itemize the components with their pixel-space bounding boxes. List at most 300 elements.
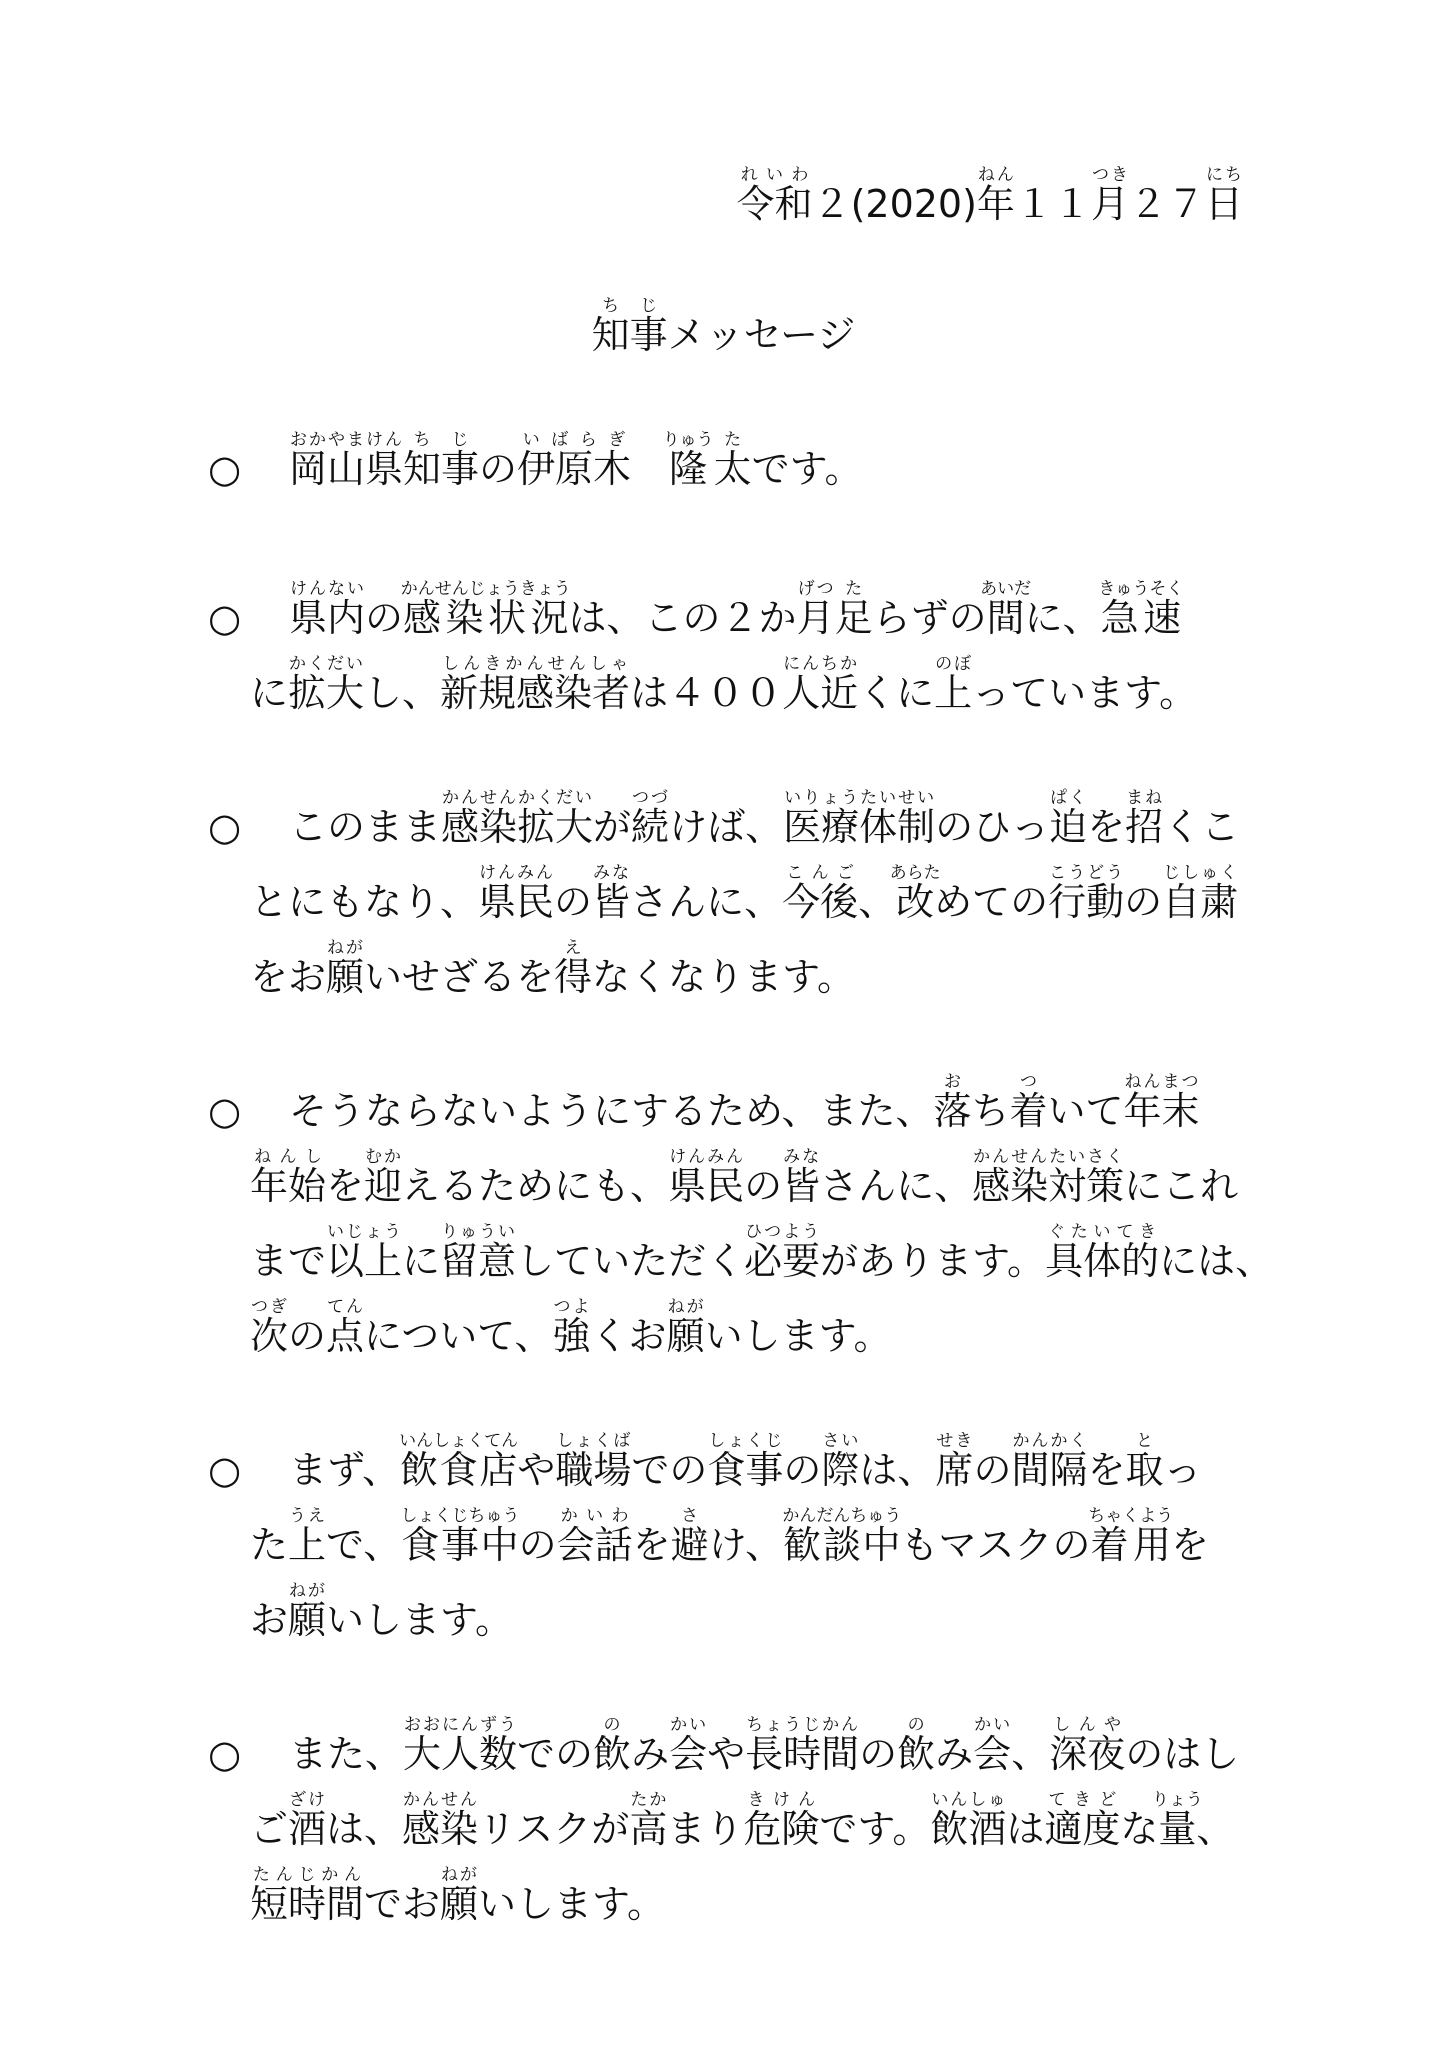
furigana-reading: きゅうそく [1098, 579, 1184, 599]
ruby-base-text: 危険 [743, 1807, 820, 1851]
text-run: ご [250, 1807, 289, 1851]
text-run: です。 [751, 447, 863, 491]
ruby-word [1009, 1072, 1048, 1133]
furigana-reading: いんしゅ [930, 1790, 1007, 1810]
furigana-reading: つ [1009, 1072, 1048, 1092]
message-body [0, 425, 1447, 1994]
text-run: け、 [708, 1523, 784, 1567]
text-run: に、 [1024, 596, 1101, 640]
ruby-word [400, 579, 571, 640]
furigana-reading: ねんまつ [1123, 1072, 1200, 1092]
text-run: を [632, 1523, 671, 1567]
bullet-circle-icon: ○ [208, 1089, 242, 1133]
text-run: の [479, 447, 518, 491]
ruby-base-text: 願 [666, 1314, 705, 1358]
text-run: が [593, 805, 632, 849]
ruby-word [980, 579, 1032, 640]
furigana-reading: ちじ [591, 296, 668, 316]
furigana-reading: ねが [326, 938, 365, 958]
ruby-base-text: 行動 [1048, 880, 1125, 924]
bullet-circle-icon: ○ [208, 805, 242, 849]
text-run: に [402, 1239, 441, 1283]
ruby-word [782, 1506, 902, 1567]
furigana-reading: てん [326, 1297, 365, 1317]
ruby-word [782, 654, 859, 715]
ruby-word [796, 579, 835, 640]
ruby-word [629, 1790, 668, 1851]
furigana-reading: かんだんちゅう [782, 1506, 902, 1526]
paragraph-3 [0, 783, 1447, 1008]
text-run: の [288, 1314, 327, 1358]
ruby-word [403, 430, 480, 491]
furigana-reading: しょくじ [707, 1431, 784, 1451]
ruby-base-text: 感染拡大 [441, 805, 594, 849]
ruby-word [554, 938, 593, 999]
paragraph-line [0, 933, 1447, 1008]
ruby-base-text: 席 [935, 1448, 974, 1492]
ruby-word [933, 1072, 972, 1133]
ruby-base-text: 今後 [782, 880, 859, 924]
furigana-reading: てきど [1044, 1790, 1121, 1810]
text-run: いします。 [326, 1598, 513, 1642]
ruby-word [478, 863, 555, 924]
ruby-base-text: 着用 [1088, 1523, 1174, 1567]
ruby-base-text: 必要 [744, 1239, 821, 1283]
ruby-base-text: 落 [933, 1089, 972, 1133]
text-run: っています。 [972, 671, 1198, 715]
ruby-base-text: 知事 [591, 313, 668, 357]
ruby-base-text: 医療体制 [783, 805, 936, 849]
text-run: リスクが [478, 1807, 630, 1851]
ruby-word [1049, 1715, 1126, 1776]
ruby-word [1048, 863, 1125, 924]
paragraph-1 [0, 425, 1447, 500]
text-run: さんに、 [630, 880, 783, 924]
ruby-word [591, 296, 668, 357]
text-run: を [1171, 1523, 1210, 1567]
ruby-word [555, 1431, 632, 1492]
furigana-reading: いばらぎ [517, 430, 632, 450]
furigana-reading: さい [821, 1431, 860, 1451]
text-run: の [518, 1523, 557, 1567]
ruby-word [973, 1715, 1012, 1776]
paragraph-line [0, 1785, 1447, 1860]
ruby-word [441, 788, 594, 849]
ruby-word [1125, 1431, 1164, 1492]
furigana-reading: ねん [976, 165, 1015, 185]
text-run: を [326, 1164, 365, 1208]
ruby-base-text: 高 [629, 1807, 668, 1851]
ruby-word [976, 165, 1015, 226]
ruby-base-text: 得 [554, 955, 593, 999]
furigana-reading: じしゅく [1162, 863, 1239, 883]
furigana-reading: お [933, 1072, 972, 1092]
text-run: いせざるを [364, 955, 555, 999]
date-line [737, 160, 1243, 235]
ruby-base-text: 点 [326, 1314, 365, 1358]
ruby-word [736, 165, 813, 226]
furigana-reading: みな [782, 1147, 821, 1167]
ruby-base-text: 上 [288, 1523, 327, 1567]
text-run: み [631, 1732, 670, 1776]
ruby-word [1098, 579, 1184, 640]
furigana-reading: かんせん [402, 1790, 479, 1810]
ruby-base-text: 県内 [289, 596, 366, 640]
furigana-reading: た [713, 430, 752, 450]
furigana-reading: た [834, 579, 873, 599]
furigana-reading: かくだい [288, 654, 365, 674]
ruby-base-text: 願 [440, 1882, 479, 1926]
text-run: えるためにも、 [402, 1164, 669, 1208]
ruby-word [821, 1431, 860, 1492]
ruby-word [666, 1297, 705, 1358]
furigana-reading: いりょうたいせい [783, 788, 936, 808]
text-run: いします。 [704, 1314, 892, 1358]
ruby-base-text: 感染状況 [400, 596, 571, 640]
text-run: 、 [1011, 1732, 1050, 1776]
ruby-base-text: 年 [976, 182, 1015, 226]
furigana-reading: かい [973, 1715, 1012, 1735]
furigana-reading: のぼ [934, 654, 973, 674]
ruby-word [289, 430, 404, 491]
text-run: や [517, 1448, 556, 1492]
ruby-base-text: 会話 [556, 1523, 633, 1567]
text-run: の [783, 1448, 822, 1492]
ruby-base-text: 知事 [403, 447, 480, 491]
text-run: のひっ [935, 805, 1050, 849]
text-run: さんに、 [820, 1164, 973, 1208]
paragraph-line [0, 858, 1447, 933]
furigana-reading: ねが [288, 1581, 327, 1601]
paragraph-5 [0, 1426, 1447, 1651]
furigana-reading: つき [1090, 165, 1129, 185]
text-run: していただく [516, 1239, 745, 1283]
furigana-reading: かいわ [556, 1506, 633, 1526]
ruby-word [400, 1506, 520, 1567]
ruby-word [403, 1715, 518, 1776]
furigana-reading: みな [592, 863, 631, 883]
text-run: し、 [364, 671, 441, 715]
text-run: を [1087, 805, 1126, 849]
ruby-base-text: 年始 [250, 1164, 327, 1208]
text-run: いて [1047, 1089, 1124, 1133]
ruby-word [250, 1297, 289, 1358]
ruby-base-text: 日 [1204, 182, 1243, 226]
furigana-reading: りゅうい [440, 1222, 517, 1242]
ruby-word [1162, 863, 1239, 924]
ruby-base-text: 長時間 [745, 1732, 860, 1776]
text-run: をお [250, 955, 327, 999]
furigana-reading: ねが [440, 1865, 479, 1885]
bullet-circle-icon: ○ [208, 447, 242, 491]
ruby-word [402, 1790, 479, 1851]
ruby-word [326, 1222, 403, 1283]
ruby-word [440, 1865, 479, 1926]
text-run: いします。 [478, 1882, 666, 1926]
ruby-base-text: 招 [1125, 805, 1164, 849]
text-run: での [631, 1448, 708, 1492]
paragraph-line [0, 1576, 1447, 1651]
ruby-base-text: 次 [250, 1314, 289, 1358]
ruby-word [288, 1506, 327, 1567]
text-run: ち [971, 1089, 1010, 1133]
furigana-reading: しょくじちゅう [400, 1506, 520, 1526]
furigana-reading: つよ [552, 1297, 591, 1317]
furigana-reading: しんや [1049, 1715, 1126, 1735]
text-run: そうならないようにするため、また、 [289, 1089, 934, 1133]
text-run: を [1087, 1448, 1126, 1492]
text-run: の [554, 880, 593, 924]
text-run: とにもなり、 [250, 880, 479, 924]
furigana-reading: けんない [289, 579, 366, 599]
furigana-reading: いじょう [326, 1222, 403, 1242]
furigana-reading: れいわ [736, 165, 813, 185]
ruby-word [930, 1790, 1007, 1851]
ruby-base-text: 続 [631, 805, 670, 849]
ruby-word [744, 1222, 821, 1283]
ruby-base-text: 食事 [707, 1448, 784, 1492]
ruby-base-text: 願 [326, 955, 365, 999]
furigana-reading: ねんし [250, 1147, 326, 1167]
text-run: な [1120, 1807, 1159, 1851]
furigana-reading: かんかく [1011, 1431, 1088, 1451]
furigana-reading: ちゃくよう [1088, 1506, 1174, 1526]
text-run: らずの [872, 596, 987, 640]
furigana-reading: むか [364, 1147, 403, 1167]
ruby-base-text: 太 [713, 447, 752, 491]
furigana-reading: ひつよう [744, 1222, 821, 1242]
ruby-base-text: 拡大 [288, 671, 365, 715]
text-run: の [744, 1164, 783, 1208]
ruby-word [707, 1431, 784, 1492]
text-run: の [859, 1732, 898, 1776]
text-run: には、 [1159, 1239, 1274, 1283]
text-run: くお [590, 1314, 667, 1358]
ruby-word [1090, 165, 1129, 226]
ruby-base-text: 隆 [662, 447, 714, 491]
ruby-base-text: 飲 [897, 1732, 936, 1776]
ruby-base-text: 皆 [592, 880, 631, 924]
paragraph-4 [0, 1067, 1447, 1367]
ruby-word [250, 1147, 327, 1208]
furigana-reading: ねが [666, 1297, 705, 1317]
furigana-reading: まね [1125, 788, 1164, 808]
ruby-word [326, 938, 365, 999]
ruby-base-text: 飲酒 [930, 1807, 1007, 1851]
text-run: は４００ [630, 671, 783, 715]
text-run: ２(2020) [812, 182, 977, 226]
text-run: くに [858, 671, 935, 715]
ruby-word [1088, 1506, 1174, 1567]
ruby-word [631, 788, 670, 849]
furigana-reading: いんしょくてん [399, 1431, 519, 1451]
paragraph-line [0, 649, 1447, 724]
text-run: み [935, 1732, 974, 1776]
ruby-base-text: 間 [980, 596, 1032, 640]
ruby-word [713, 430, 752, 491]
ruby-base-text: 以上 [326, 1239, 403, 1283]
ruby-word [288, 1581, 327, 1642]
furigana-reading: けんみん [478, 863, 555, 883]
ruby-base-text: 県民 [478, 880, 555, 924]
ruby-base-text: 急速 [1098, 596, 1184, 640]
ruby-base-text: 上 [934, 671, 973, 715]
paragraph-line [0, 1142, 1447, 1217]
ruby-word [440, 654, 631, 715]
ruby-word [399, 1431, 519, 1492]
ruby-base-text: 留意 [440, 1239, 517, 1283]
ruby-word [1123, 1072, 1200, 1133]
ruby-base-text: 感染 [402, 1807, 479, 1851]
furigana-reading: ざけ [288, 1790, 327, 1810]
ruby-word [1125, 788, 1164, 849]
ruby-base-text: 会 [973, 1732, 1012, 1776]
ruby-base-text: 強 [552, 1314, 591, 1358]
furigana-reading: つぎ [250, 1297, 289, 1317]
text-run: まり [667, 1807, 744, 1851]
text-run: でお [364, 1882, 441, 1926]
furigana-reading: あいだ [980, 579, 1032, 599]
ruby-base-text: 食事中 [400, 1523, 520, 1567]
ruby-word [662, 430, 714, 491]
ruby-word [556, 1506, 633, 1567]
text-run: めての [934, 880, 1049, 924]
paragraph-6 [0, 1710, 1447, 1935]
text-run: た [250, 1523, 289, 1567]
text-run: ２７ [1128, 182, 1205, 226]
ruby-word [669, 1715, 708, 1776]
bullet-circle-icon: ○ [208, 596, 242, 640]
text-run: 、 [1196, 1807, 1235, 1851]
ruby-base-text: 会 [669, 1732, 708, 1776]
ruby-base-text: 具体的 [1045, 1239, 1160, 1283]
ruby-base-text: 着 [1009, 1089, 1048, 1133]
ruby-base-text: 大人数 [403, 1732, 518, 1776]
ruby-base-text: 新規感染者 [440, 671, 631, 715]
ruby-word [783, 788, 936, 849]
furigana-reading: りゅう [662, 430, 714, 450]
furigana-reading: ぐたいてき [1045, 1222, 1160, 1242]
text-run: お [250, 1598, 289, 1642]
text-run: や [707, 1732, 746, 1776]
paragraph-2 [0, 574, 1447, 724]
ruby-base-text: 歓談中 [782, 1523, 902, 1567]
ruby-word [1151, 1790, 1203, 1851]
ruby-word [288, 654, 365, 715]
furigana-reading: おかやまけん [289, 430, 404, 450]
ruby-word [782, 863, 859, 924]
ruby-word [745, 1715, 860, 1776]
text-run: は [1006, 1807, 1045, 1851]
text-run: このまま [289, 805, 442, 849]
furigana-reading: かんせんじょうきょう [400, 579, 571, 599]
furigana-reading: あらた [889, 863, 941, 883]
text-run: のはし [1125, 1732, 1240, 1776]
text-run: メッセージ [667, 313, 856, 357]
paragraph-line [0, 1217, 1447, 1292]
ruby-base-text: 飲食店 [399, 1448, 519, 1492]
furigana-reading: おおにんずう [403, 1715, 518, 1735]
furigana-reading: げつ [796, 579, 835, 599]
ruby-base-text: 人近 [782, 671, 859, 715]
ruby-base-text: 皆 [782, 1164, 821, 1208]
paragraph-line [0, 1860, 1447, 1935]
furigana-reading: こうどう [1048, 863, 1125, 883]
furigana-reading: かんせんたいさく [972, 1147, 1125, 1167]
text-run: は、この２か [568, 596, 797, 640]
text-run: は、 [859, 1448, 936, 1492]
text-run: に [250, 671, 289, 715]
text-run: の [1124, 880, 1163, 924]
ruby-base-text: 感染対策 [972, 1164, 1125, 1208]
ruby-base-text: 際 [821, 1448, 860, 1492]
ruby-base-text: 短時間 [250, 1882, 365, 1926]
ruby-base-text: 月 [796, 596, 835, 640]
text-run: で、 [326, 1523, 402, 1567]
ruby-base-text: 深夜 [1049, 1732, 1126, 1776]
furigana-reading: ちじ [403, 430, 480, 450]
furigana-reading: たか [629, 1790, 668, 1810]
furigana-reading: ちょうじかん [745, 1715, 860, 1735]
ruby-word [889, 863, 941, 924]
ruby-base-text: 令和 [736, 182, 813, 226]
furigana-reading: こんご [782, 863, 859, 883]
ruby-base-text: 間隔 [1011, 1448, 1088, 1492]
text-run: 、 [858, 880, 897, 924]
text-run: くこ [1163, 805, 1240, 849]
text-run: にこれ [1124, 1164, 1239, 1208]
furigana-reading: つづ [631, 788, 670, 808]
ruby-base-text: 酒 [288, 1807, 327, 1851]
ruby-base-text: 県民 [668, 1164, 745, 1208]
text-run: まず、 [289, 1448, 400, 1492]
bullet-circle-icon: ○ [208, 1448, 242, 1492]
furigana-reading: え [554, 938, 593, 958]
ruby-word [250, 1865, 365, 1926]
ruby-base-text: 避 [670, 1523, 709, 1567]
ruby-base-text: 職場 [555, 1448, 632, 1492]
furigana-reading: しょくば [555, 1431, 632, 1451]
furigana-reading: かい [669, 1715, 708, 1735]
ruby-word [934, 654, 973, 715]
text-run: について、 [364, 1314, 553, 1358]
text-run: なくなります。 [592, 955, 856, 999]
ruby-word [834, 579, 873, 640]
ruby-base-text: 改 [889, 880, 941, 924]
ruby-base-text: 岡山県 [289, 447, 404, 491]
text-run: もマスクの [900, 1523, 1091, 1567]
text-run: があります。 [820, 1239, 1046, 1283]
text-run: は、 [326, 1807, 403, 1851]
ruby-word [593, 1715, 632, 1776]
ruby-base-text: 伊原木 [517, 447, 632, 491]
paragraph-line [0, 1501, 1447, 1576]
paragraph-line [0, 1292, 1447, 1367]
text-run: けば、 [669, 805, 784, 849]
ruby-base-text: 月 [1090, 182, 1129, 226]
ruby-base-text: 足 [834, 596, 873, 640]
furigana-reading: さ [670, 1506, 709, 1526]
ruby-base-text: 迎 [364, 1164, 403, 1208]
ruby-word [1049, 788, 1088, 849]
ruby-base-text: 量 [1151, 1807, 1203, 1851]
ruby-word [670, 1506, 709, 1567]
furigana-reading: きけん [743, 1790, 820, 1810]
ruby-word [517, 430, 632, 491]
furigana-reading: にち [1204, 165, 1243, 185]
page-title [0, 291, 1447, 366]
furigana-reading: うえ [288, 1506, 327, 1526]
